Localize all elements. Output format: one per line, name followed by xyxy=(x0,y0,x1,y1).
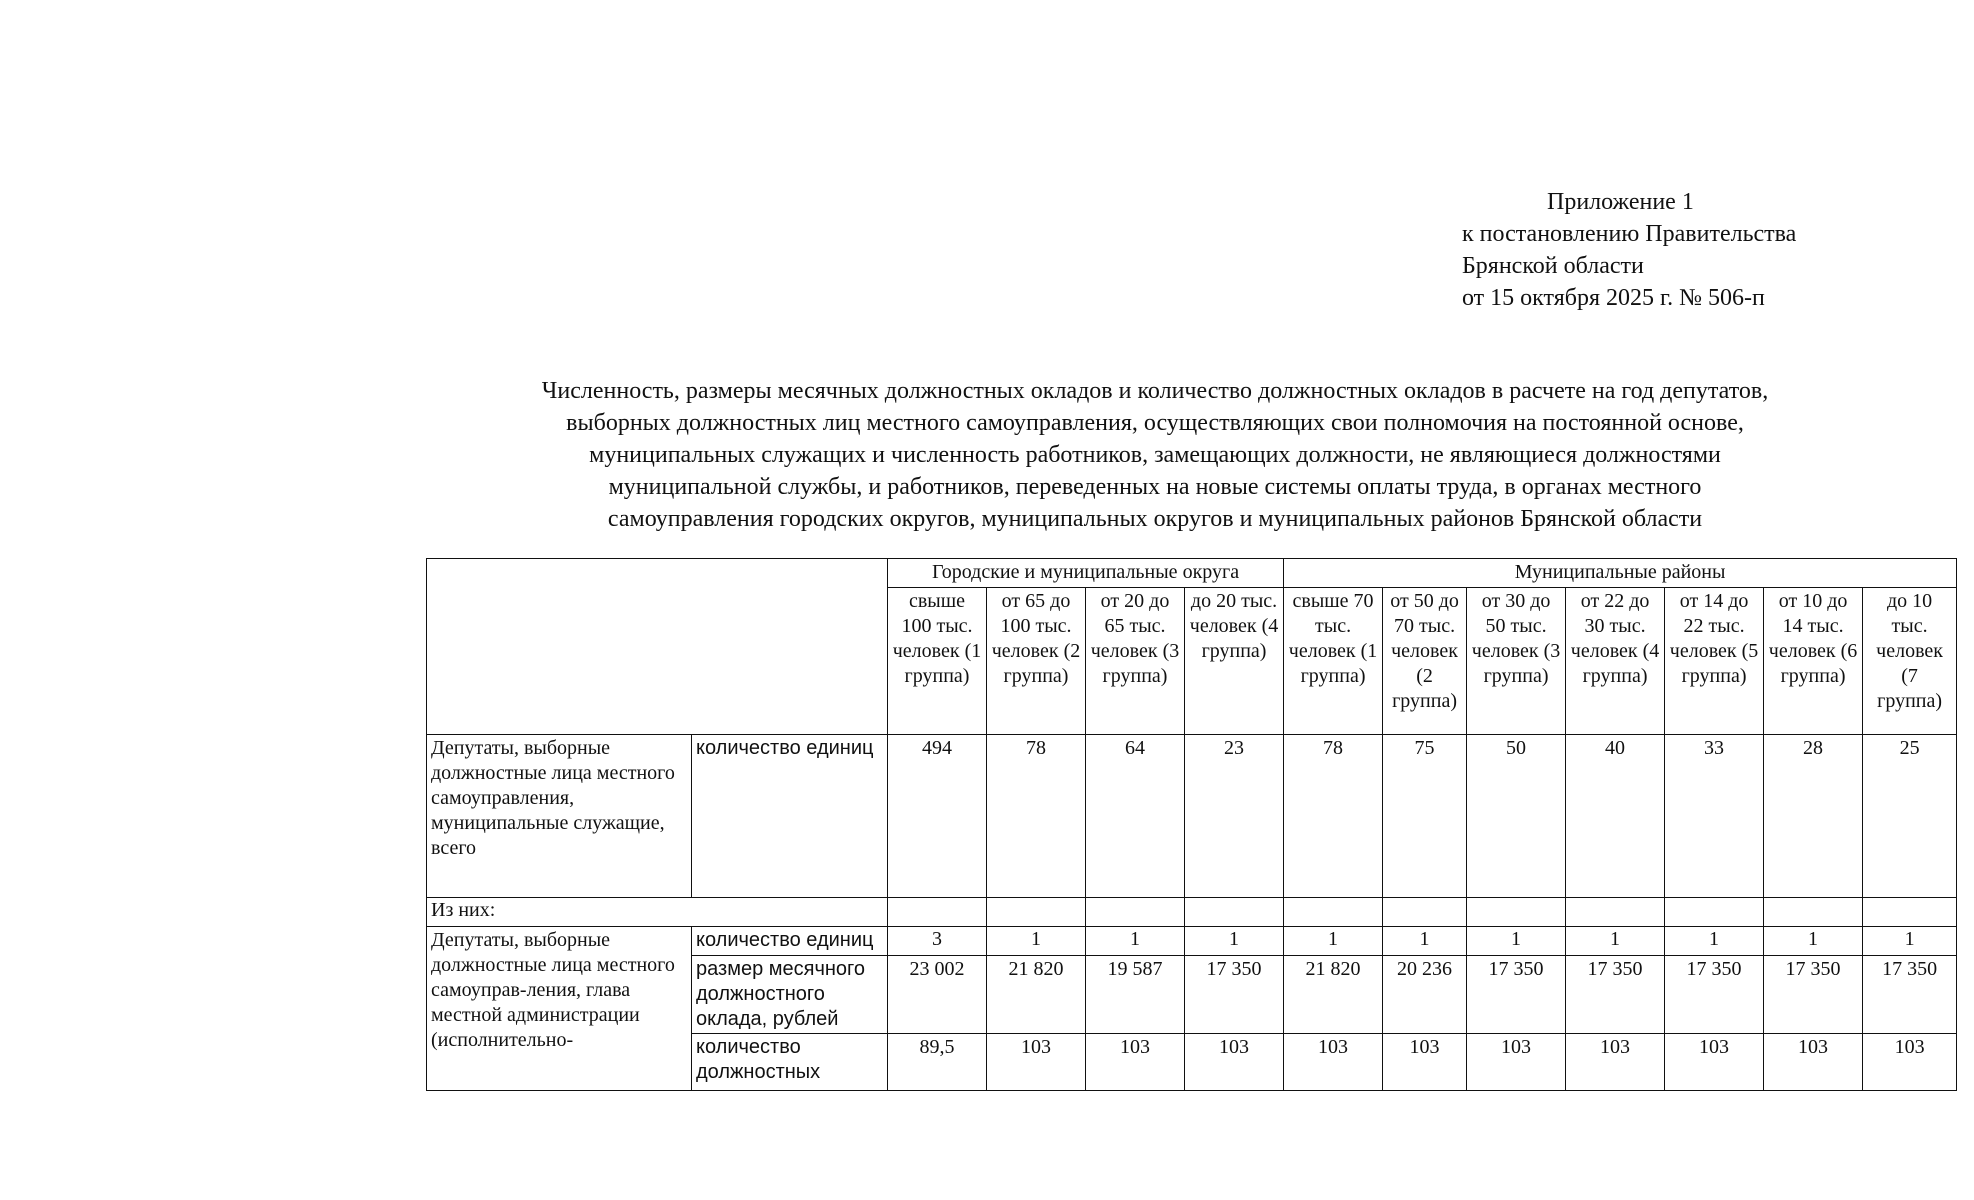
column-header: до 10 тыс. человек (7 группа) xyxy=(1863,588,1957,735)
table-cell xyxy=(987,898,1086,927)
table-cell: 40 xyxy=(1566,735,1665,898)
title-line-1: Численность, размеры месячных должностных окладов и количество должностных окладов в расчете на год депутатов, xyxy=(541,378,1769,404)
table-cell: 1 xyxy=(1086,927,1185,956)
appendix-line-2: к постановлению Правительства xyxy=(1462,221,1797,247)
table-cell: 21 820 xyxy=(1284,956,1383,1034)
row-label-total: Депутаты, выборные должностные лица местного самоуправления, муниципальные служащие, всего xyxy=(427,735,692,898)
column-header: от 10 до 14 тыс. человек (6 группа) xyxy=(1764,588,1863,735)
table-cell: 103 xyxy=(987,1034,1086,1091)
table-cell: 23 xyxy=(1185,735,1284,898)
table-cell: 1 xyxy=(1863,927,1957,956)
column-header: от 50 до 70 тыс. человек (2 группа) xyxy=(1383,588,1467,735)
column-header: свыше 70 тыс. человек (1 группа) xyxy=(1284,588,1383,735)
document-title xyxy=(415,375,1895,535)
header-empty-cell xyxy=(427,559,888,735)
group-header-rayony: Муниципальные районы xyxy=(1284,559,1957,588)
column-header: от 20 до 65 тыс. человек (3 группа) xyxy=(1086,588,1185,735)
table-cell: 1 xyxy=(1284,927,1383,956)
table-cell: 23 002 xyxy=(888,956,987,1034)
table-cell: 17 350 xyxy=(1467,956,1566,1034)
table-cell: 1 xyxy=(1467,927,1566,956)
table-cell: 103 xyxy=(1185,1034,1284,1091)
table-cell xyxy=(888,898,987,927)
table-cell: 1 xyxy=(1665,927,1764,956)
column-header: от 30 до 50 тыс. человек (3 группа) xyxy=(1467,588,1566,735)
table-cell: 89,5 xyxy=(888,1034,987,1091)
title-line-3: муниципальных служащих и численность работников, замещающих должности, не являющиеся должностями xyxy=(589,442,1721,468)
table-cell: 25 xyxy=(1863,735,1957,898)
column-header: от 65 до 100 тыс. человек (2 группа) xyxy=(987,588,1086,735)
metric-label: количество единиц xyxy=(692,927,888,956)
table-cell: 103 xyxy=(1467,1034,1566,1091)
metric-label: количество единиц xyxy=(692,735,888,898)
column-header: до 20 тыс. человек (4 группа) xyxy=(1185,588,1284,735)
table-row xyxy=(427,735,1957,898)
table-cell: 1 xyxy=(1185,927,1284,956)
table-cell: 1 xyxy=(1566,927,1665,956)
table-cell: 75 xyxy=(1383,735,1467,898)
title-line-4: муниципальной службы, и работников, переведенных на новые системы оплаты труда, в органах местного xyxy=(608,474,1702,500)
table-cell: 19 587 xyxy=(1086,956,1185,1034)
table-cell: 494 xyxy=(888,735,987,898)
metric-label: размер месячного должностного оклада, рублей xyxy=(692,956,888,1034)
table-cell: 17 350 xyxy=(1764,956,1863,1034)
title-line-5: самоуправления городских округов, муниципальных округов и муниципальных районов Брянской области xyxy=(607,506,1703,532)
row-label-of-which: Из них: xyxy=(427,898,888,927)
table-cell xyxy=(1566,898,1665,927)
table-cell: 28 xyxy=(1764,735,1863,898)
column-header: от 14 до 22 тыс. человек (5 группа) xyxy=(1665,588,1764,735)
table-cell: 64 xyxy=(1086,735,1185,898)
table-cell xyxy=(1467,898,1566,927)
column-header: от 22 до 30 тыс. человек (4 группа) xyxy=(1566,588,1665,735)
table-row xyxy=(427,927,1957,956)
table-cell xyxy=(1863,898,1957,927)
table-cell: 1 xyxy=(1383,927,1467,956)
row-label-deputies: Депутаты, выборные должностные лица местного самоуправ-ления, глава местной администрации (исполнительно- xyxy=(427,927,692,1091)
table-cell: 103 xyxy=(1764,1034,1863,1091)
table-cell: 103 xyxy=(1566,1034,1665,1091)
table-cell: 17 350 xyxy=(1863,956,1957,1034)
table-cell: 50 xyxy=(1467,735,1566,898)
table-row xyxy=(427,898,1957,927)
table-cell: 1 xyxy=(1764,927,1863,956)
metric-label: количество должностных xyxy=(692,1034,888,1091)
table-cell xyxy=(1764,898,1863,927)
table-cell: 103 xyxy=(1863,1034,1957,1091)
table-cell: 20 236 xyxy=(1383,956,1467,1034)
table-cell: 78 xyxy=(1284,735,1383,898)
title-line-2: выборных должностных лиц местного самоуправления, осуществляющих свои полномочия на постоянной основе, xyxy=(566,410,1744,436)
table-cell: 103 xyxy=(1086,1034,1185,1091)
table-cell: 103 xyxy=(1665,1034,1764,1091)
appendix-block xyxy=(1462,186,1796,314)
table-cell: 17 350 xyxy=(1185,956,1284,1034)
staffing-table xyxy=(426,558,1957,1091)
table-cell: 21 820 xyxy=(987,956,1086,1034)
table-cell: 103 xyxy=(1284,1034,1383,1091)
table-cell: 17 350 xyxy=(1566,956,1665,1034)
table-cell: 3 xyxy=(888,927,987,956)
table-cell xyxy=(1665,898,1764,927)
column-header: свыше 100 тыс. человек (1 группа) xyxy=(888,588,987,735)
appendix-line-4: от 15 октября 2025 г. № 506-п xyxy=(1462,285,1765,311)
table-cell: 1 xyxy=(987,927,1086,956)
table-cell: 78 xyxy=(987,735,1086,898)
table-cell xyxy=(1185,898,1284,927)
table-cell xyxy=(1284,898,1383,927)
table-cell xyxy=(1383,898,1467,927)
appendix-line-3: Брянской области xyxy=(1462,253,1644,279)
table-cell: 17 350 xyxy=(1665,956,1764,1034)
group-header-okruga: Городские и муниципальные округа xyxy=(888,559,1284,588)
table-cell xyxy=(1086,898,1185,927)
table-cell: 103 xyxy=(1383,1034,1467,1091)
table-cell: 33 xyxy=(1665,735,1764,898)
appendix-line-1: Приложение 1 xyxy=(1547,189,1694,215)
